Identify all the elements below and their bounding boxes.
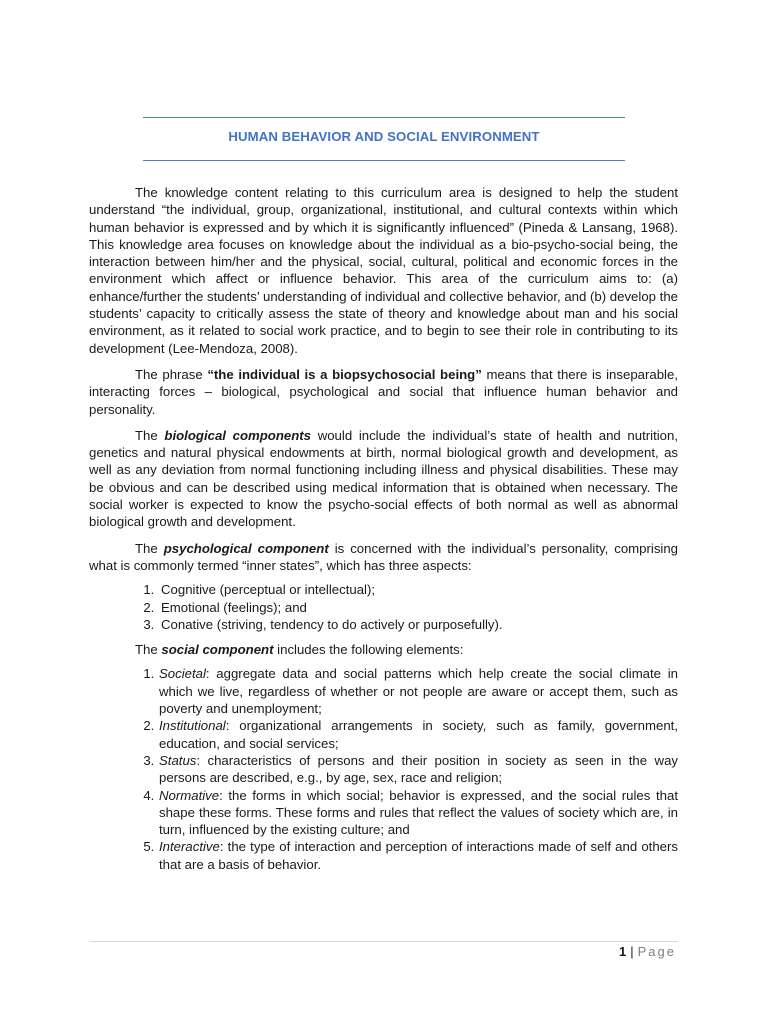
- document-body: [89, 184, 678, 873]
- social-rest: includes the following elements:: [273, 642, 464, 658]
- phrase-paragraph: [89, 366, 678, 418]
- biological-term: biological components: [164, 427, 312, 443]
- biological-paragraph: [89, 427, 678, 531]
- psychological-term: psychological component: [163, 540, 329, 556]
- element-text: : the forms in which social; behavior is expressed, and the social rules that shape these forms. These forms and rules that reflect the values of society which are, in turn, influenced by the existing culture; and: [159, 787, 678, 838]
- social-lead: The: [135, 642, 162, 658]
- element-text: : the type of interaction and perception of interactions made of self and others that are a basis of behavior.: [159, 839, 678, 872]
- phrase-emphasis: “the individual is a biopsychosocial being”: [207, 366, 482, 382]
- element-term: Interactive: [159, 839, 220, 855]
- list-item: [158, 787, 678, 839]
- list-item: [158, 665, 678, 717]
- list-item: [158, 752, 678, 787]
- page-footer: [619, 944, 676, 959]
- phrase-rest: means that there is inseparable, interacting forces – biological, psychological and social that influence human behavior and personality.: [89, 366, 678, 417]
- psychological-paragraph: [89, 540, 678, 575]
- social-elements-list: [89, 665, 678, 873]
- social-term: social component: [161, 642, 274, 658]
- page-number: 1: [619, 944, 627, 959]
- element-term: Societal: [159, 666, 206, 682]
- list-item: [158, 717, 678, 752]
- page-title: HUMAN BEHAVIOR AND SOCIAL ENVIRONMENT: [228, 129, 540, 144]
- title-top-rule: [143, 117, 625, 118]
- list-item: [158, 838, 678, 873]
- list-item: 2. Emotional (feelings); and: [158, 599, 678, 616]
- biological-lead: The: [135, 427, 165, 443]
- psychological-rest: is concerned with the individual’s personality, comprising what is commonly termed “inner states”, which has three aspects:: [89, 540, 679, 573]
- element-text: : characteristics of persons and their position in society as seen in the way persons are described, e.g., by age, sex, race and religion;: [159, 752, 678, 786]
- footer-separator: |: [630, 944, 634, 959]
- psychological-lead: The: [135, 540, 164, 556]
- element-text: : organizational arrangements in society, such as family, government, education, and social services;: [159, 718, 678, 751]
- title-bottom-rule: [143, 160, 625, 161]
- list-item: 1. Cognitive (perceptual or intellectual);: [158, 581, 678, 598]
- element-text: : aggregate data and social patterns which help create the social climate in which we live, regardless of whether or not people are aware or accept them, such as poverty and unemployment;: [159, 666, 678, 717]
- biological-rest: would include the individual’s state of health and nutrition, genetics and natural physical endowments at birth, normal biological growth and development, as well as any deviation from normal functioning including illness and physical disabilities. These may be obvious and can be described using medical information that is obtained when necessary. The social worker is expected to know the psycho-social effects of both normal as well as abnormal biological growth and development.: [89, 427, 679, 530]
- element-term: Status: [159, 752, 197, 768]
- page-label: Page: [637, 944, 676, 959]
- phrase-lead: The phrase: [135, 366, 208, 382]
- element-term: Normative: [159, 787, 220, 803]
- intro-paragraph: The knowledge content relating to this curriculum area is designed to help the student understand “the individual, group, organizational, institutional, and cultural contexts within which human behavior is expressed and by which it is significantly influenced” (Pineda & Lansang, 1968). This knowledge area focuses on knowledge about the individual as a bio-psycho-social being, the interaction between him/her and the physical, social, cultural, political and economic forces in the environment which affect or influence behavior. This area of the curriculum aims to: (a) enhance/further the students’ understanding of individual and collective behavior, and (b) develop the students’ capacity to critically assess the state of theory and knowledge about man and his social environment, as it related to social work practice, and to begin to see their role in contributing to its development (Lee-Mendoza, 2008).: [89, 185, 678, 356]
- element-term: Institutional: [159, 718, 226, 734]
- list-item: 3. Conative (striving, tendency to do actively or purposefully).: [158, 616, 678, 633]
- footer-rule: [89, 941, 678, 942]
- social-paragraph: [89, 641, 678, 658]
- psychological-aspects-list: [89, 581, 678, 633]
